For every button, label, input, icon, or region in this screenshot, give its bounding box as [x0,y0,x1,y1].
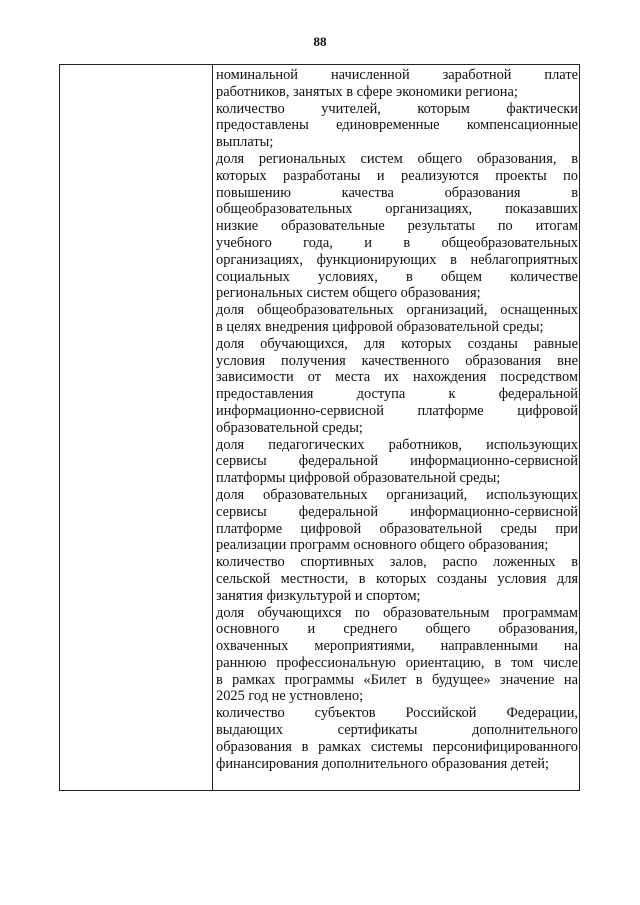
text-line: занятия физкультурой и спортом; [216,587,421,604]
text-line: образовательной среды; [216,419,363,436]
text-line: основного и среднего общего образования, [216,621,578,638]
text-line: количество учителей, которым фактически [216,100,578,117]
text-line: выдающих сертификаты дополнительного [216,722,578,739]
text-line: в целях внедрения цифровой образовательной среды; [216,318,544,335]
text-line: предоставления доступа к федеральной [216,386,578,403]
text-line: социальных условиях, в общем количестве [216,268,578,285]
text-line: доля образовательных организаций, использующих [216,486,578,503]
text-line: доля обучающихся по образовательным программам [216,604,578,621]
text-line: доля обучающихся, для которых созданы равные [216,335,578,352]
text-line: сельской местности, в которых созданы условия для [216,570,578,587]
text-line: предоставлены единовременные компенсационные [216,117,578,134]
text-line: информационно-сервисной платформе цифровой [216,402,578,419]
table-left-cell [60,65,213,790]
text-line: образования в рамках системы персонифицированного [216,738,578,755]
indicators-table [59,64,580,791]
text-line: выплаты; [216,134,274,151]
text-line: сервисы федеральной информационно-сервисной [216,453,578,470]
text-line: региональных систем общего образования; [216,285,481,302]
text-line: низкие образовательные результаты по итогам [216,218,578,235]
page-number: 88 [313,34,327,49]
text-line: финансирования дополнительного образования детей; [216,755,549,772]
text-line: учебного года, и в общеобразовательных [216,234,578,251]
text-line: количество спортивных залов, распо ложенных в [216,554,578,571]
text-line: в рамках программы «Билет в будущее» значение на [216,671,578,688]
text-line: охваченных мероприятиями, направленными на [216,638,578,655]
text-line: количество субъектов Российской Федерации, [216,705,578,722]
text-line: доля общеобразовательных организаций, оснащенных [216,302,578,319]
text-line: которых разработаны и реализуются проекты по [216,167,578,184]
text-line: платформе цифровой образовательной среды при [216,520,578,537]
text-line: доля региональных систем общего образования, в [216,150,578,167]
text-line: платформы цифровой образовательной среды; [216,470,501,487]
text-line: организациях, функционирующих в неблагоприятных [216,251,578,268]
text-line: доля педагогических работников, использующих [216,436,578,453]
text-line: повышению качества образования в [216,184,578,201]
table-right-cell [216,67,578,772]
text-line: реализации программ основного общего образования; [216,537,549,554]
text-line: работников, занятых в сфере экономики региона; [216,83,518,100]
text-line: общеобразовательных организациях, показавших [216,201,578,218]
text-line: 2025 год не устновлено; [216,688,364,705]
text-line: зависимости от места их нахождения посредством [216,369,578,386]
text-line: раннюю профессиональную ориентацию, в том числе [216,654,578,671]
text-line: условия получения качественного образования вне [216,352,578,369]
text-line: сервисы федеральной информационно-сервисной [216,503,578,520]
text-line: номинальной начисленной заработной плате [216,67,578,83]
